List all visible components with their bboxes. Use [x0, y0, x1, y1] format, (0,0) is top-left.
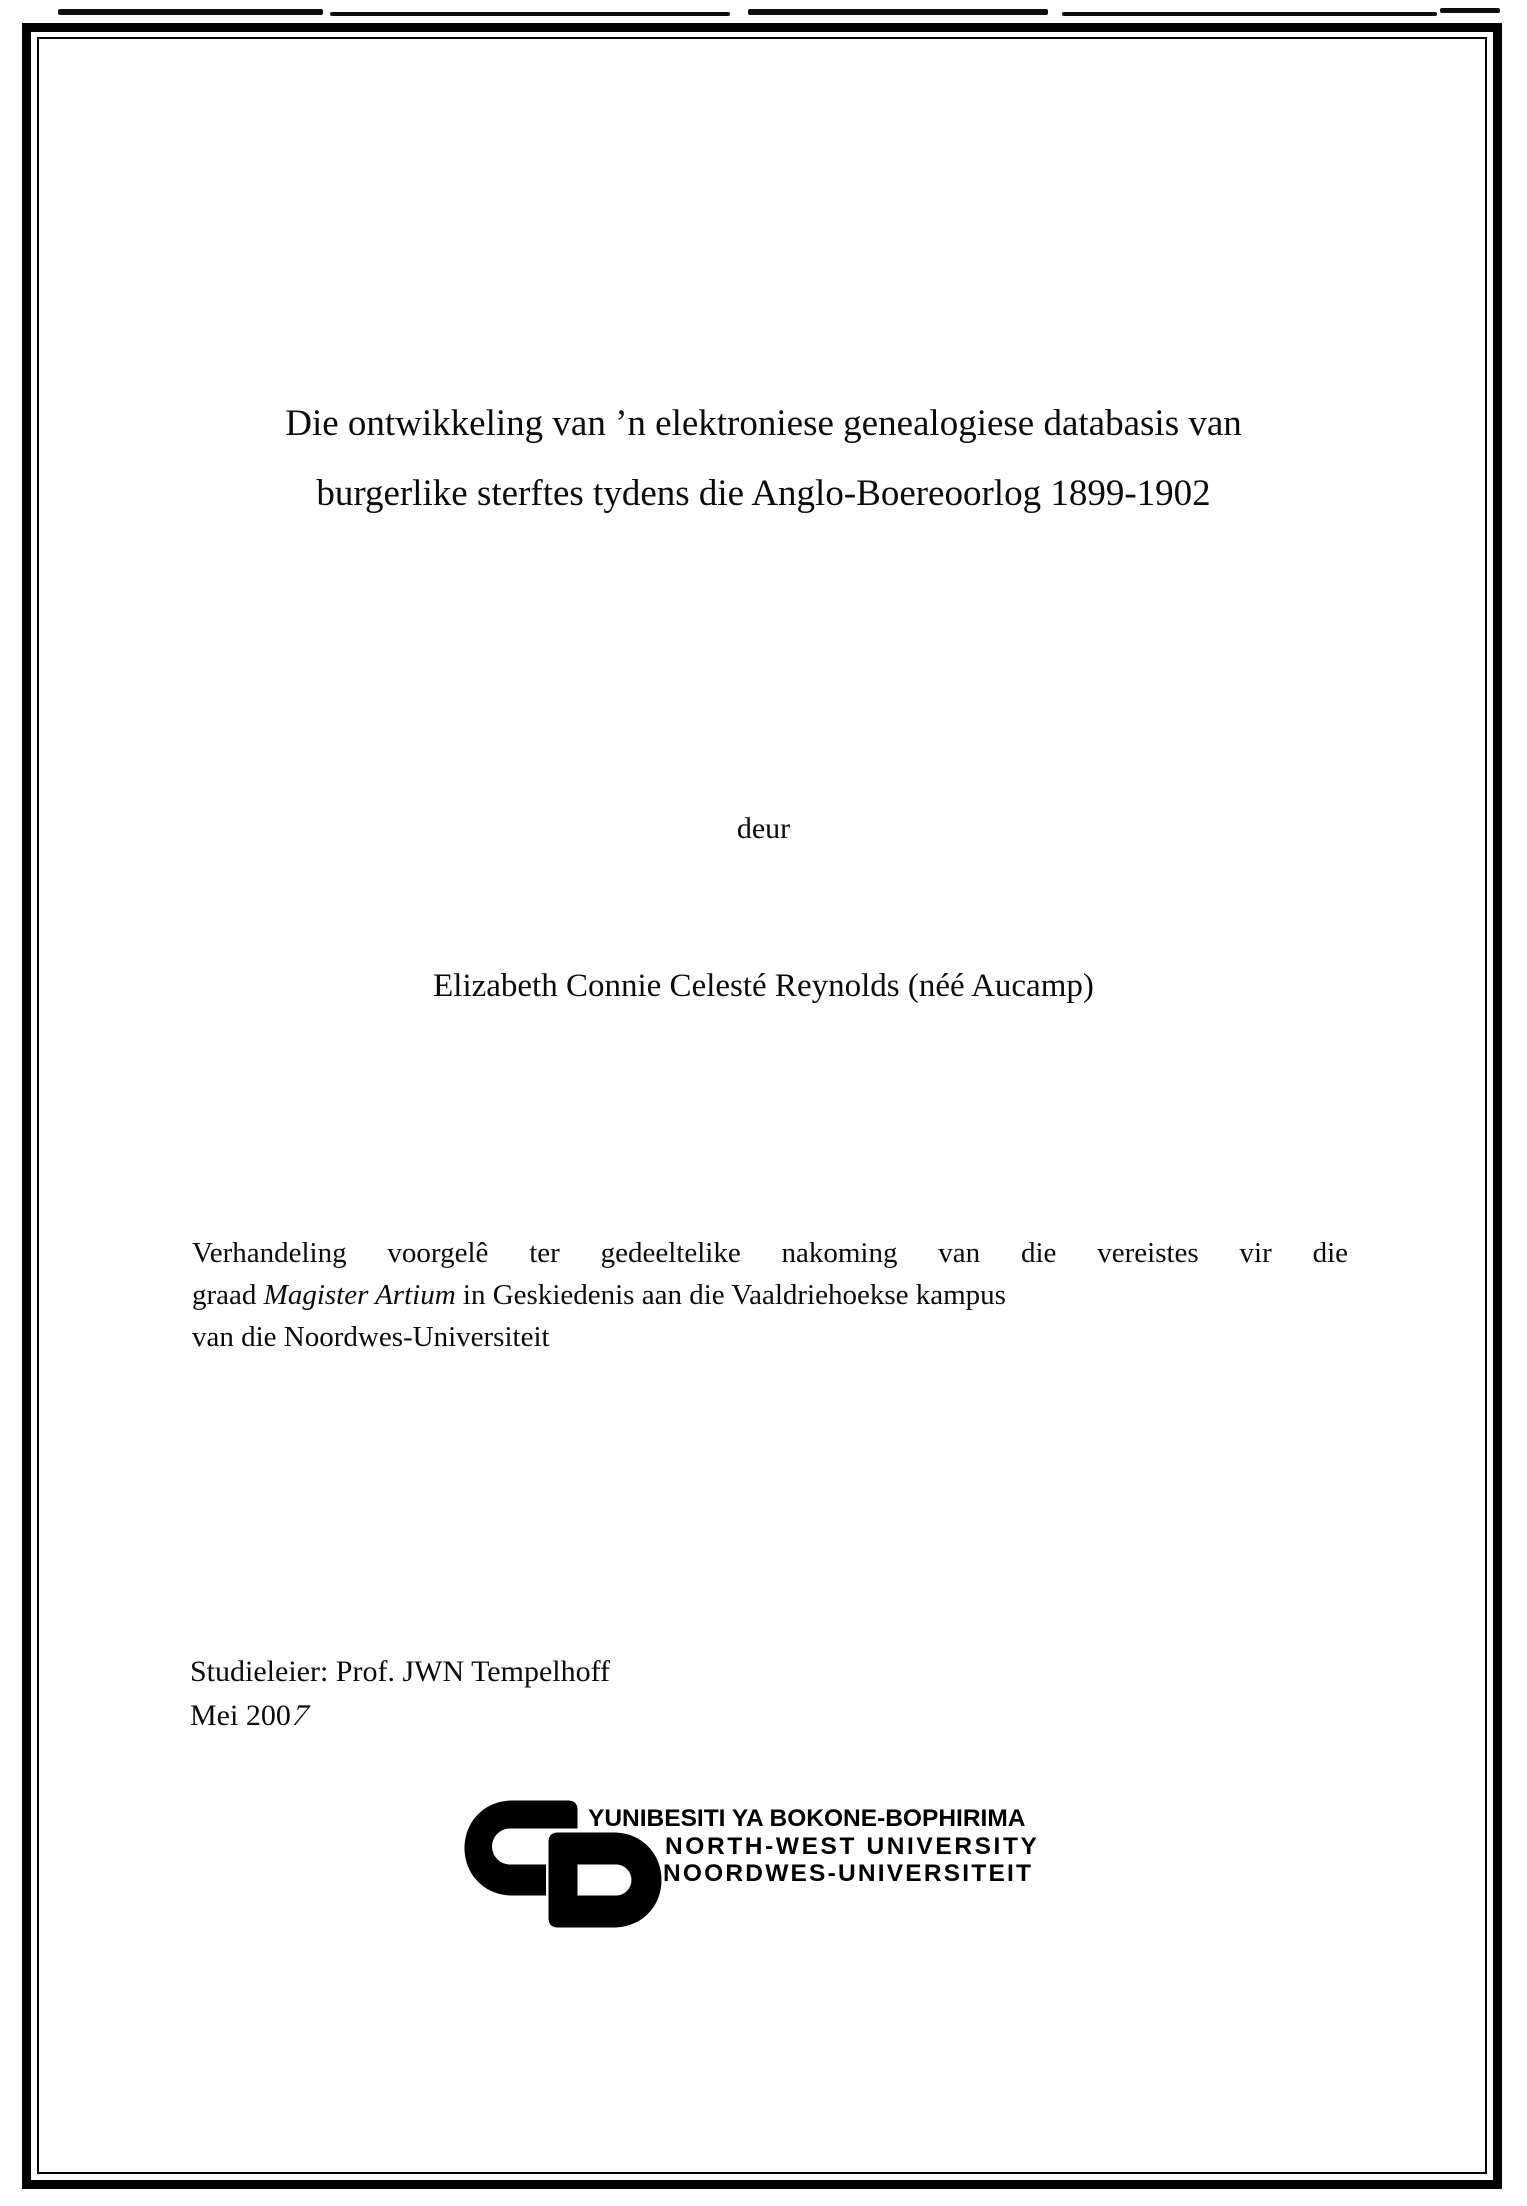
degree-description-line-3: van die Noordwes-Universiteit: [192, 1321, 550, 1353]
logo-line-afrikaans: NOORDWES-UNIVERSITEIT: [663, 1860, 1034, 1887]
supervisor-block: [190, 1650, 610, 1738]
degree-description: [192, 1232, 1348, 1358]
scan-artifact: [1062, 12, 1437, 16]
logo-line-setswana: YUNIBESITI YA BOKONE-BOPHIRIMA: [588, 1805, 1026, 1832]
date-last-digit: 7: [287, 1699, 314, 1732]
thesis-title-line-1: Die ontwikkeling van ’n elektroniese genealogiese databasis van: [285, 403, 1242, 444]
nwu-logo-text: [588, 1805, 1039, 1888]
scan-artifact: [1440, 8, 1500, 13]
scan-artifact: [330, 12, 730, 16]
degree-description-line-2: [192, 1274, 1348, 1316]
scan-artifact: [58, 9, 323, 15]
degree-line2-suffix: in Geskiedenis aan die Vaaldriehoekse kampus: [455, 1279, 1006, 1311]
thesis-title-line-2: burgerlike sterftes tydens die Anglo-Boereoorlog 1899-1902: [316, 473, 1211, 514]
supervisor-line: Studieleier: Prof. JWN Tempelhoff: [190, 1655, 611, 1688]
author-name: Elizabeth Connie Celesté Reynolds (néé Aucamp): [433, 968, 1094, 1004]
byline-label: deur: [736, 812, 791, 845]
scan-artifact: [748, 9, 1048, 15]
degree-line2-prefix: graad: [192, 1279, 264, 1311]
degree-description-line-1: Verhandeling voorgelê ter gedeeltelike nakoming van die vereistes vir die: [192, 1237, 1348, 1269]
degree-name-italic: Magister Artium: [263, 1279, 456, 1311]
date-line: [190, 1694, 610, 1738]
date-prefix: Mei 200: [190, 1699, 291, 1732]
logo-line-english: NORTH-WEST UNIVERSITY: [665, 1832, 1040, 1860]
